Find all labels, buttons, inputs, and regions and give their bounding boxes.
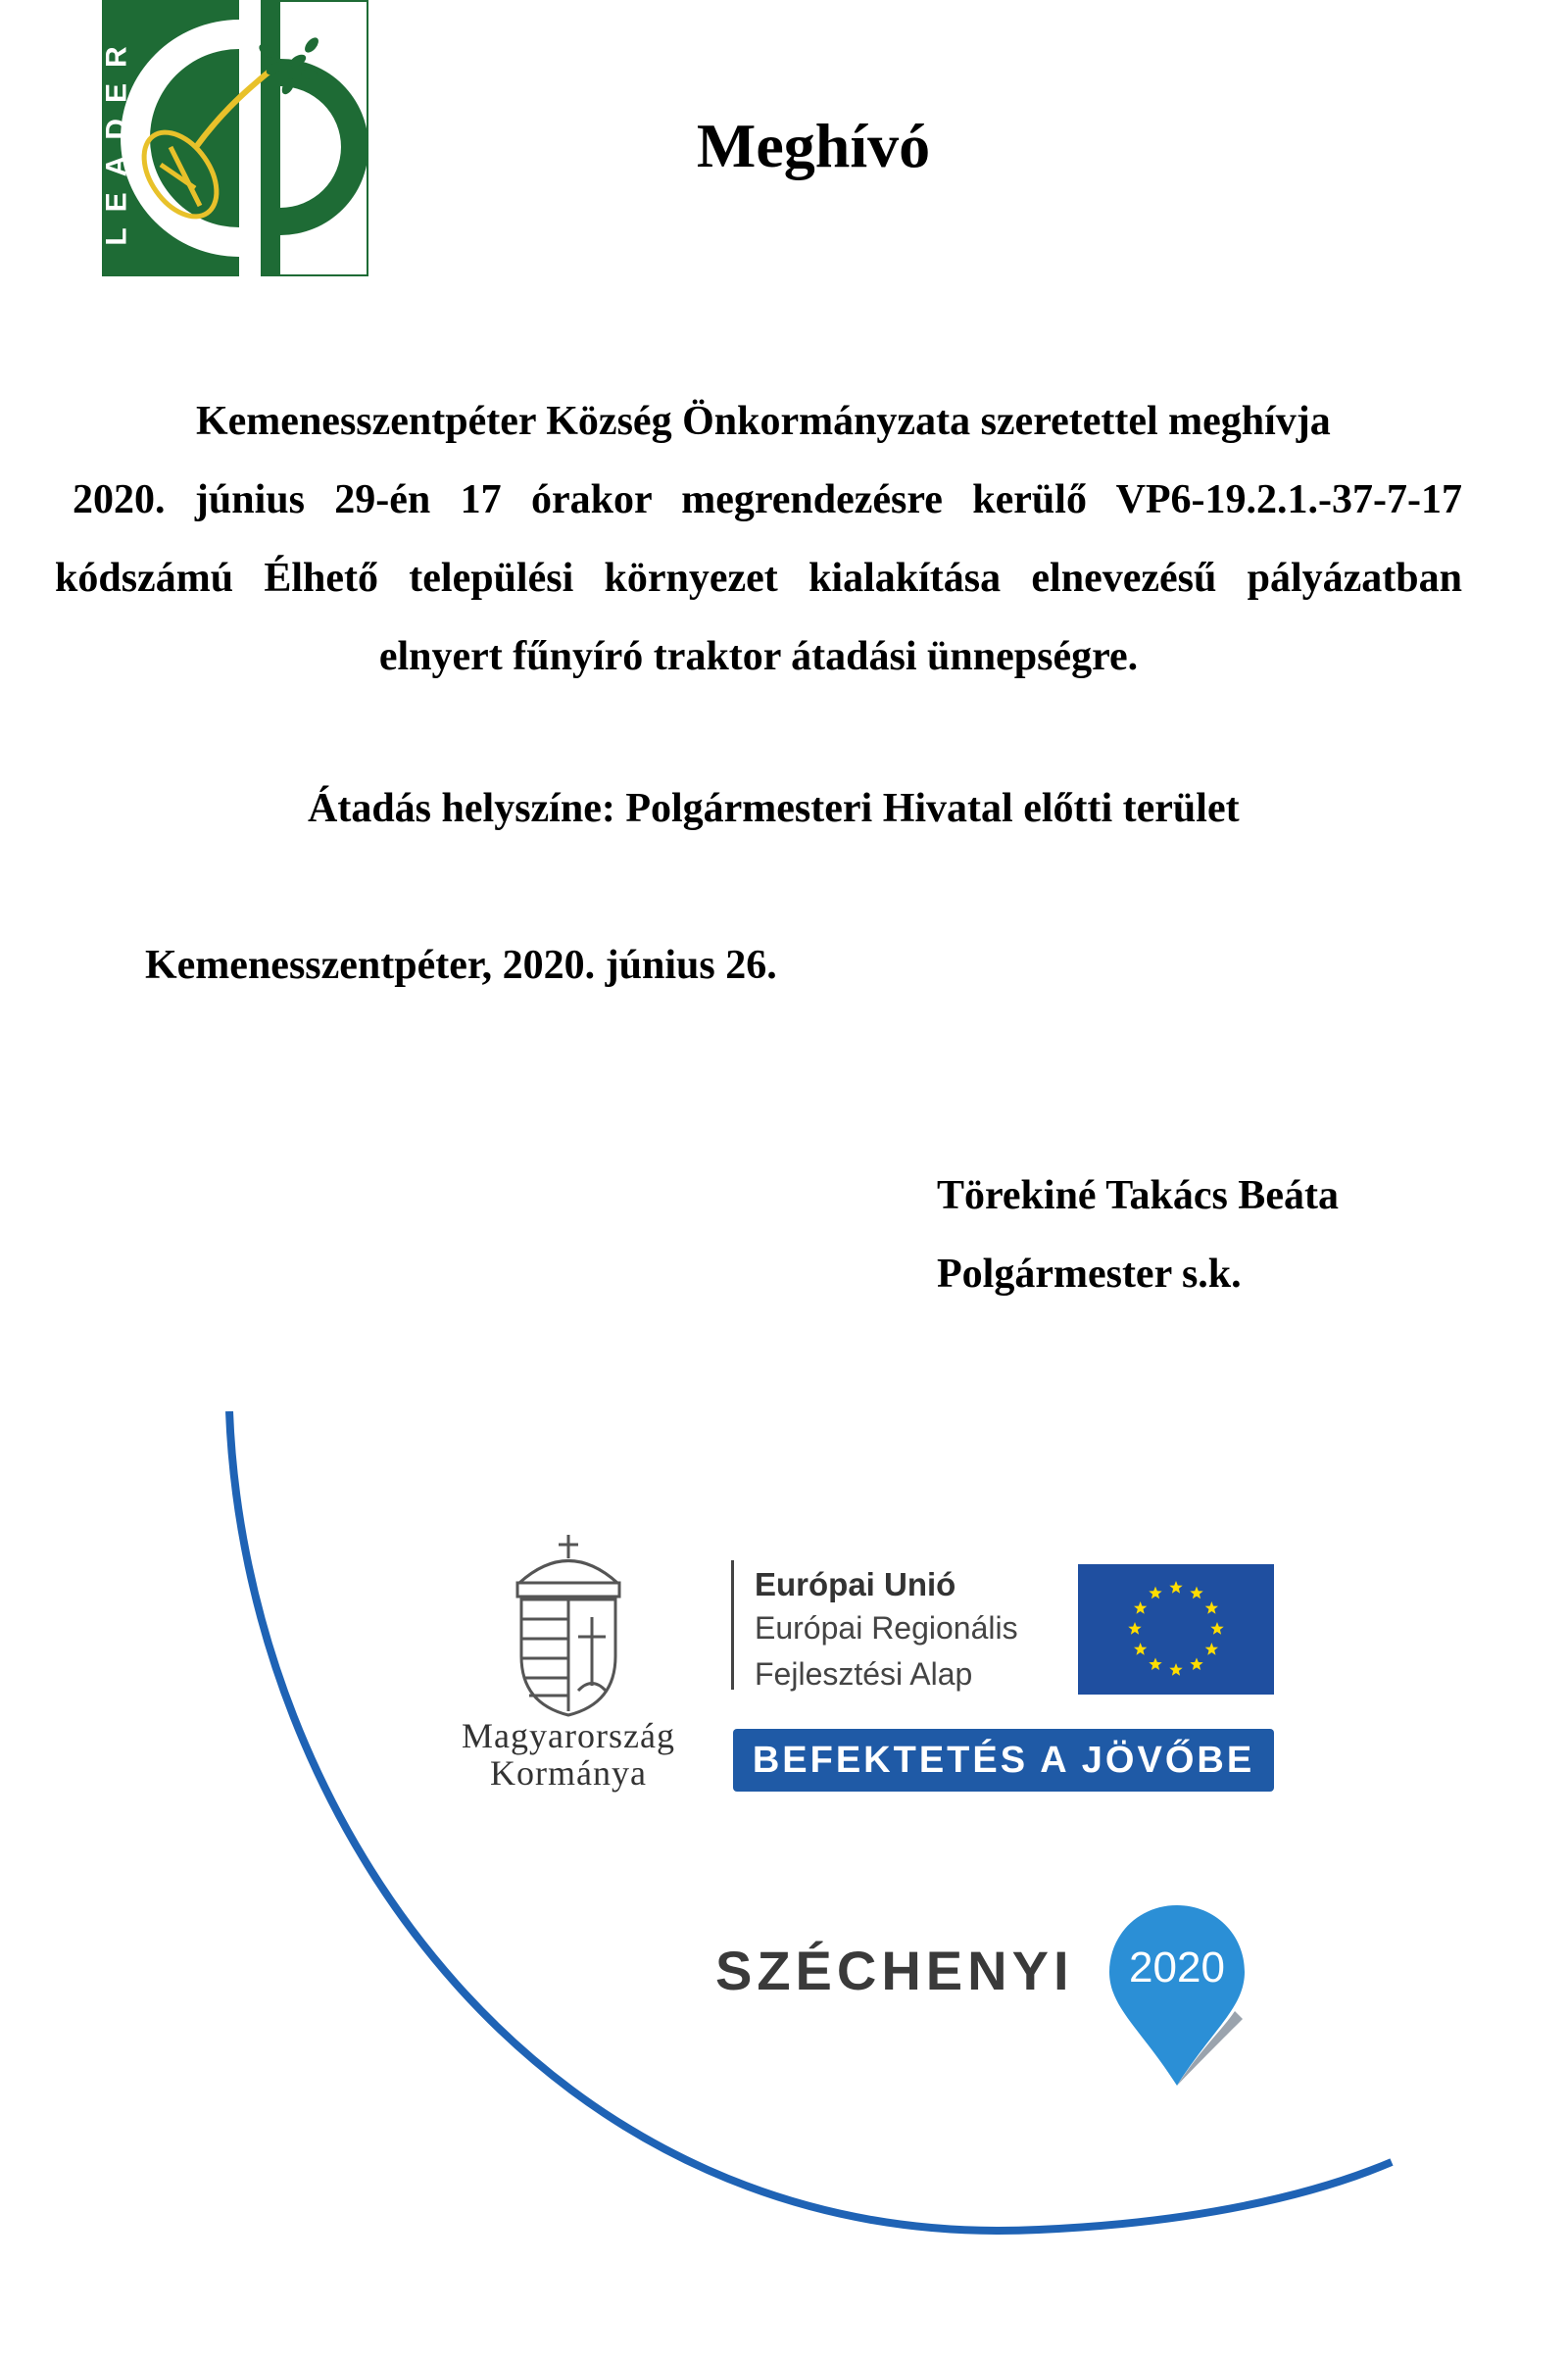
event-location: Átadás helyszíne: Polgármesteri Hivatal előtti terület	[308, 786, 1240, 831]
invitation-line: elnyert fűnyíró traktor átadási ünnepségre.	[378, 634, 1139, 679]
signer-name: Törekiné Takács Beáta	[937, 1173, 1339, 1218]
divider	[731, 1560, 734, 1690]
invitation-line: kódszámú Élhető települési környezet kialakítása elnevezésű pályázatban	[55, 556, 1462, 601]
invitation-paragraph	[55, 382, 1462, 696]
szechenyi-year: 2020	[1129, 1943, 1225, 1992]
signer-title: Polgármester s.k.	[937, 1252, 1242, 1297]
eu-subtitle-line: Fejlesztési Alap	[755, 1656, 973, 1692]
eu-flag-icon	[1078, 1564, 1274, 1695]
place-and-date: Kemenesszentpéter, 2020. június 26.	[145, 943, 777, 988]
szechenyi-logo-text: SZÉCHENYI	[715, 1940, 1074, 2001]
eu-banner	[733, 1729, 1274, 1792]
leader-logo-text: LEADER	[101, 30, 133, 246]
szechenyi-pin-icon	[1105, 1901, 1249, 2090]
eu-subtitle-line: Európai Regionális	[755, 1610, 1018, 1646]
government-name-line: Kormánya	[490, 1753, 647, 1793]
eu-title: Európai Unió	[755, 1566, 956, 1602]
government-name	[412, 1717, 725, 1792]
government-name-line: Magyarország	[462, 1716, 675, 1755]
page-title: Meghívó	[696, 111, 931, 180]
decorative-arc	[0, 1411, 1568, 2361]
eu-banner-text: BEFEKTETÉS A JÖVŐBE	[752, 1739, 1255, 1781]
invitation-line: 2020. június 29-én 17 órakor megrendezésre kerülő VP6-19.2.1.-37-7-17	[73, 477, 1462, 522]
invitation-line: Kemenesszentpéter Község Önkormányzata szeretettel meghívja	[196, 399, 1331, 444]
